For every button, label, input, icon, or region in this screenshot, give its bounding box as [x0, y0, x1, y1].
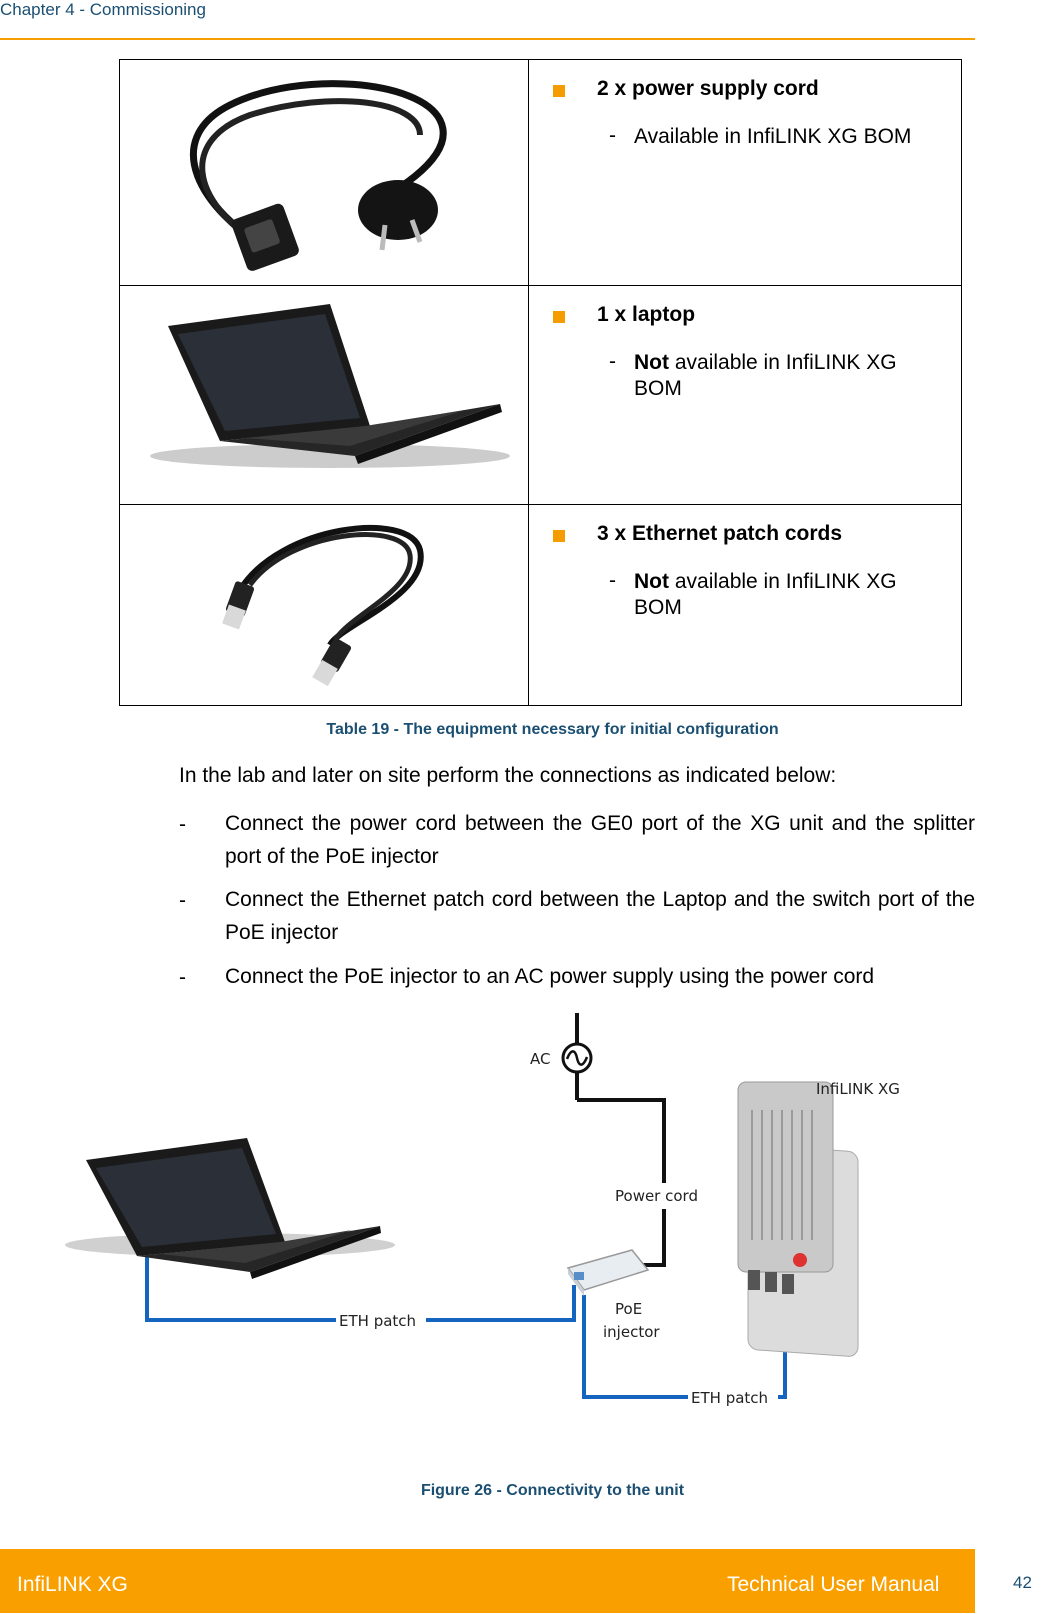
item-title: 1 x laptop: [597, 303, 696, 326]
eth-patch-label: ETH patch: [339, 1312, 417, 1330]
chapter-header: Chapter 4 - Commissioning: [0, 0, 206, 19]
power-cord-line: [577, 1100, 664, 1265]
list-item-dash: -: [179, 966, 186, 989]
table-caption: Table 19 - The equipment necessary for initial configuration: [326, 721, 779, 738]
list-item-text: Connect the PoE injector to an AC power supply using the power cord: [225, 965, 875, 988]
list-item-text: Connect the power cord between the GE0 port of the XG unit and the splitter port of the PoE injector: [225, 812, 975, 868]
page-number: 42: [1013, 1573, 1032, 1592]
item-description-bold: Not: [634, 570, 669, 593]
power-cord-label: Power cord: [615, 1187, 698, 1205]
eth-patch-label: ETH patch: [691, 1389, 769, 1407]
list-item-text: Connect the Ethernet patch cord between the Laptop and the switch port of the PoE injector: [225, 888, 975, 944]
footer-document-title: Technical User Manual: [727, 1573, 940, 1596]
footer-product-name: InfiLINK XG: [17, 1573, 128, 1596]
poe-label-line1: PoE: [615, 1300, 643, 1318]
item-dash: -: [609, 124, 616, 147]
item-dash: -: [609, 569, 616, 592]
list-item-dash: -: [179, 813, 186, 836]
item-dash: -: [609, 350, 616, 373]
intro-paragraph: In the lab and later on site perform the connections as indicated below:: [179, 764, 837, 787]
item-description-text: available in InfiLINK XG BOM: [634, 570, 897, 619]
poe-injector-illustration: [568, 1250, 648, 1296]
item-description-bold: Not: [634, 351, 669, 374]
item-description-text: available in InfiLINK XG BOM: [634, 351, 897, 400]
laptop-illustration: [65, 1138, 395, 1279]
unit-label: InfiLINK XG: [816, 1080, 900, 1098]
item-title: 2 x power supply cord: [597, 77, 819, 100]
list-item-dash: -: [179, 889, 186, 912]
infilink-xg-unit-illustration: [738, 1082, 858, 1357]
poe-label-line2: injector: [603, 1323, 660, 1341]
ac-label: AC: [530, 1050, 551, 1068]
figure-caption: Figure 26 - Connectivity to the unit: [420, 1482, 685, 1499]
item-description-text: Available in InfiLINK XG BOM: [634, 125, 912, 148]
item-title: 3 x Ethernet patch cords: [597, 522, 843, 545]
